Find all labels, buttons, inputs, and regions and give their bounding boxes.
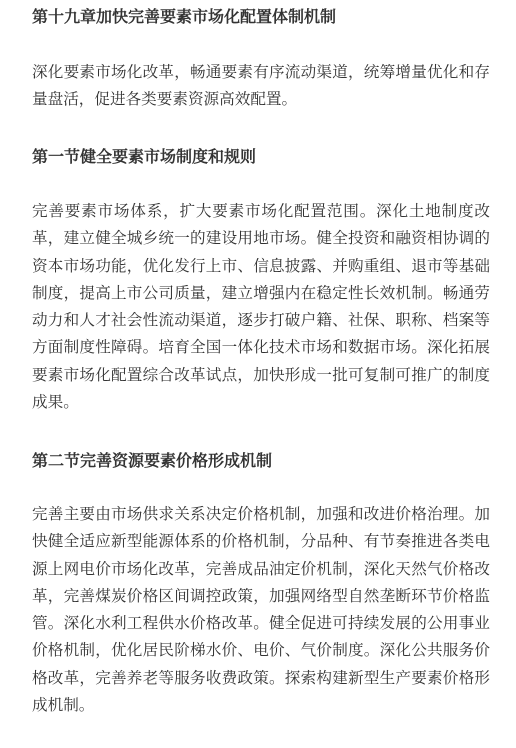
section-2-title: 第二节完善资源要素价格形成机制 — [32, 451, 273, 470]
chapter-title: 第十九章加快完善要素市场化配置体制机制 — [32, 7, 337, 26]
section-2-body: 完善主要由市场供求关系决定价格机制，加强和改进价格治理。加快健全适应新型能源体系的价格机制，分品种、有节奏推进各类电源上网电价市场化改革，完善成品油定价机制，深化天然气价格改革，完善煤炭价格区间调控政策，加强网络型自然垄断环节价格监管。深化水利工程供水价格改革。健全促进可持续发展的公用事业价格机制，优化居民阶梯水价、电价、气价制度。深化公共服务价格改革，完善养老等服务收费政策。探索构建新型生产要素价格形成机制。 — [32, 505, 490, 715]
intro-paragraph: 深化要素市场化改革，畅通要素有序流动渠道，统筹增量优化和存量盘活，促进各类要素资源高效配置。 — [32, 63, 490, 109]
section-1-body: 完善要素市场体系，扩大要素市场化配置范围。深化土地制度改革，建立健全城乡统一的建设用地市场。健全投资和融资相协调的资本市场功能，优化发行上市、信息披露、并购重组、退市等基础制度，提高上市公司质量，建立增强内在稳定性长效机制。畅通劳动力和人才社会性流动渠道，逐步打破户籍、社保、职称、档案等方面制度性障碍。培育全国一体化技术市场和数据市场。深化拓展要素市场化配置综合改革试点，加快形成一批可复制可推广的制度成果。 — [32, 202, 490, 412]
section-1-title: 第一节健全要素市场制度和规则 — [32, 147, 257, 166]
